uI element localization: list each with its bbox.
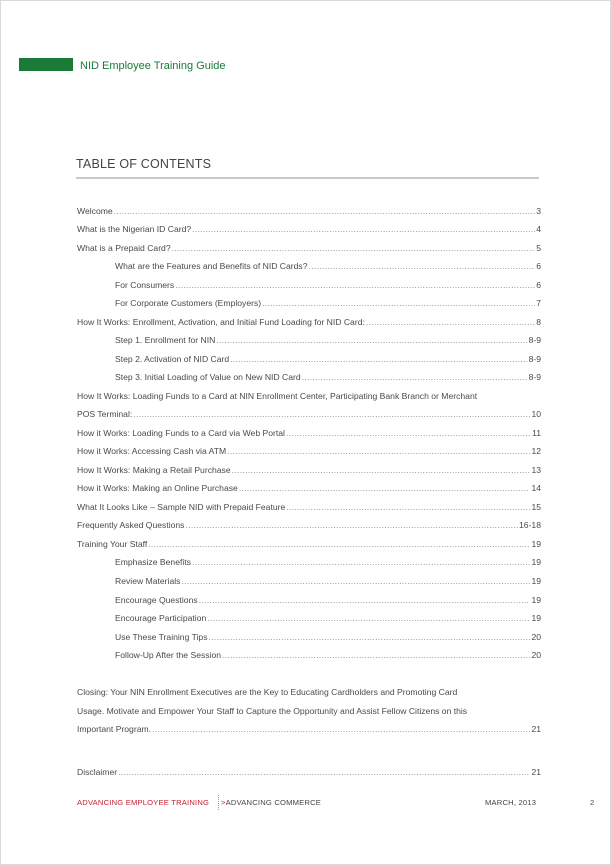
toc-entry-page: 16-18 — [519, 520, 541, 530]
toc-entry-title: Encourage Participation — [115, 613, 207, 623]
toc-entry-pos-terminal[interactable] — [77, 407, 541, 421]
toc-entry-title: How it Works: Loading Funds to a Card via Web Portal — [77, 428, 285, 438]
toc-entry-title: Emphasize Benefits — [115, 557, 191, 567]
toc-entry-page: 4 — [536, 224, 541, 234]
toc-entry-encourage-questions[interactable] — [115, 593, 541, 607]
toc-entry-page: 13 — [531, 465, 541, 475]
toc-entry-title: Step 1. Enrollment for NIN — [115, 335, 216, 345]
toc-entry-welcome[interactable] — [77, 204, 541, 218]
toc-entry-page: 10 — [531, 409, 541, 419]
toc-entry-training-tips[interactable] — [115, 630, 541, 644]
footer-divider — [218, 795, 220, 810]
toc-entry-title: Encourage Questions — [115, 595, 198, 605]
toc-entry-page: 19 — [531, 557, 541, 567]
toc-entry-page: 5 — [536, 243, 541, 253]
toc-entry-emphasize-benefits[interactable] — [115, 555, 541, 569]
footer-arrow-icon: > — [221, 798, 226, 807]
toc-entry-page: 19 — [531, 595, 541, 605]
toc-divider — [76, 177, 539, 179]
toc-entry-closing-line2[interactable]: Usage. Motivate and Empower Your Staff to Capture the Opportunity and Assist Fellow Citizens on this — [77, 706, 468, 716]
toc-entry-page: 6 — [536, 280, 541, 290]
toc-entry-web-portal[interactable] — [77, 426, 541, 440]
toc-entry-page: 11 — [532, 428, 541, 438]
toc-entry-title: How it Works: Accessing Cash via ATM — [77, 446, 227, 456]
toc-entry-training-staff[interactable] — [77, 537, 541, 551]
toc-entry-online-purchase[interactable] — [77, 481, 541, 495]
toc-entry-page: 19 — [531, 576, 541, 586]
toc-entry-for-consumers[interactable] — [115, 278, 541, 292]
toc-entry-title: Review Materials — [115, 576, 181, 586]
toc-entry-enrollment-activation[interactable] — [77, 315, 541, 329]
toc-entry-title: What It Looks Like – Sample NID with Prepaid Feature — [77, 502, 286, 512]
toc-entry-page: 8 — [536, 317, 541, 327]
toc-entry-loading-funds-line1[interactable]: How It Works: Loading Funds to a Card at NIN Enrollment Center, Participating Bank Branch or Merchant — [77, 391, 478, 401]
toc-entry-title: For Consumers — [115, 280, 175, 290]
toc-entry-encourage-participation[interactable] — [115, 611, 541, 625]
toc-entry-features-benefits[interactable] — [115, 259, 541, 273]
toc-entry-title: Step 3. Initial Loading of Value on New NID Card — [115, 372, 301, 382]
toc-entry-closing-line1[interactable]: Closing: Your NIN Enrollment Executives are the Key to Educating Cardholders and Promoting Card — [77, 687, 458, 697]
toc-entry-title: What are the Features and Benefits of NID Cards? — [115, 261, 308, 271]
footer-tagline-commerce — [221, 797, 321, 809]
toc-entry-page: 19 — [531, 539, 541, 549]
toc-entry-title: Follow-Up After the Session — [115, 650, 222, 660]
toc-entry-nigerian-id[interactable] — [77, 222, 541, 236]
toc-entry-page: 6 — [536, 261, 541, 271]
toc-entry-title: POS Terminal: — [77, 409, 133, 419]
footer-date: MARCH, 2013 — [485, 798, 537, 807]
toc-entry-title: Disclaimer — [77, 767, 118, 777]
toc-entry-disclaimer[interactable] — [77, 765, 541, 779]
toc-entry-title: For Corporate Customers (Employers) — [115, 298, 262, 308]
toc-entry-page: 12 — [531, 446, 541, 456]
toc-entry-page: 15 — [531, 502, 541, 512]
toc-entry-faq[interactable] — [77, 518, 541, 532]
toc-entry-page: 3 — [536, 206, 541, 216]
footer-tagline-training: ADVANCING EMPLOYEE TRAINING — [77, 798, 210, 807]
toc-entry-page: 20 — [531, 632, 541, 642]
toc-entry-page: 19 — [531, 613, 541, 623]
toc-entry-retail-purchase[interactable] — [77, 463, 541, 477]
toc-entry-page: 8-9 — [528, 372, 541, 382]
toc-entry-follow-up[interactable] — [115, 648, 541, 662]
toc-entry-page: 7 — [536, 298, 541, 308]
toc-entry-page: 8-9 — [528, 354, 541, 364]
toc-entry-page: 14 — [531, 483, 541, 493]
toc-entry-step-2[interactable] — [115, 352, 541, 366]
toc-entry-sample-nid[interactable] — [77, 500, 541, 514]
toc-entry-review-materials[interactable] — [115, 574, 541, 588]
footer-commerce-text: ADVANCING COMMERCE — [225, 798, 322, 807]
toc-entry-title: Use These Training Tips — [115, 632, 208, 642]
toc-entry-corporate-customers[interactable] — [115, 296, 541, 310]
toc-entry-page: 8-9 — [528, 335, 541, 345]
toc-entry-page: 21 — [531, 724, 541, 734]
toc-entry-title: Frequently Asked Questions — [77, 520, 185, 530]
toc-entry-title: Welcome — [77, 206, 113, 216]
toc-entry-title: Step 2. Activation of NID Card — [115, 354, 230, 364]
document-page — [1, 1, 610, 864]
toc-entry-title: What is the Nigerian ID Card? — [77, 224, 192, 234]
toc-entry-title: How It Works: Enrollment, Activation, and Initial Fund Loading for NID Card: — [77, 317, 365, 327]
toc-heading: TABLE OF CONTENTS — [76, 157, 212, 171]
toc-entry-important-program[interactable] — [77, 722, 541, 736]
toc-entry-title: How It Works: Making a Retail Purchase — [77, 465, 231, 475]
toc-entry-prepaid-card[interactable] — [77, 241, 541, 255]
toc-entry-title: Training Your Staff — [77, 539, 148, 549]
toc-entry-step-3[interactable] — [115, 370, 541, 384]
toc-entry-title: What is a Prepaid Card? — [77, 243, 171, 253]
header-green-bar — [19, 58, 73, 71]
toc-entry-page: 20 — [531, 650, 541, 660]
toc-entry-step-1[interactable] — [115, 333, 541, 347]
toc-entry-page: 21 — [531, 767, 541, 777]
toc-entry-title: How it Works: Making an Online Purchase — [77, 483, 238, 493]
toc-entry-title: Important Program. — [77, 724, 152, 734]
toc-entry-atm[interactable] — [77, 444, 541, 458]
header-title: NID Employee Training Guide — [80, 60, 226, 72]
page-number: 2 — [590, 798, 595, 807]
